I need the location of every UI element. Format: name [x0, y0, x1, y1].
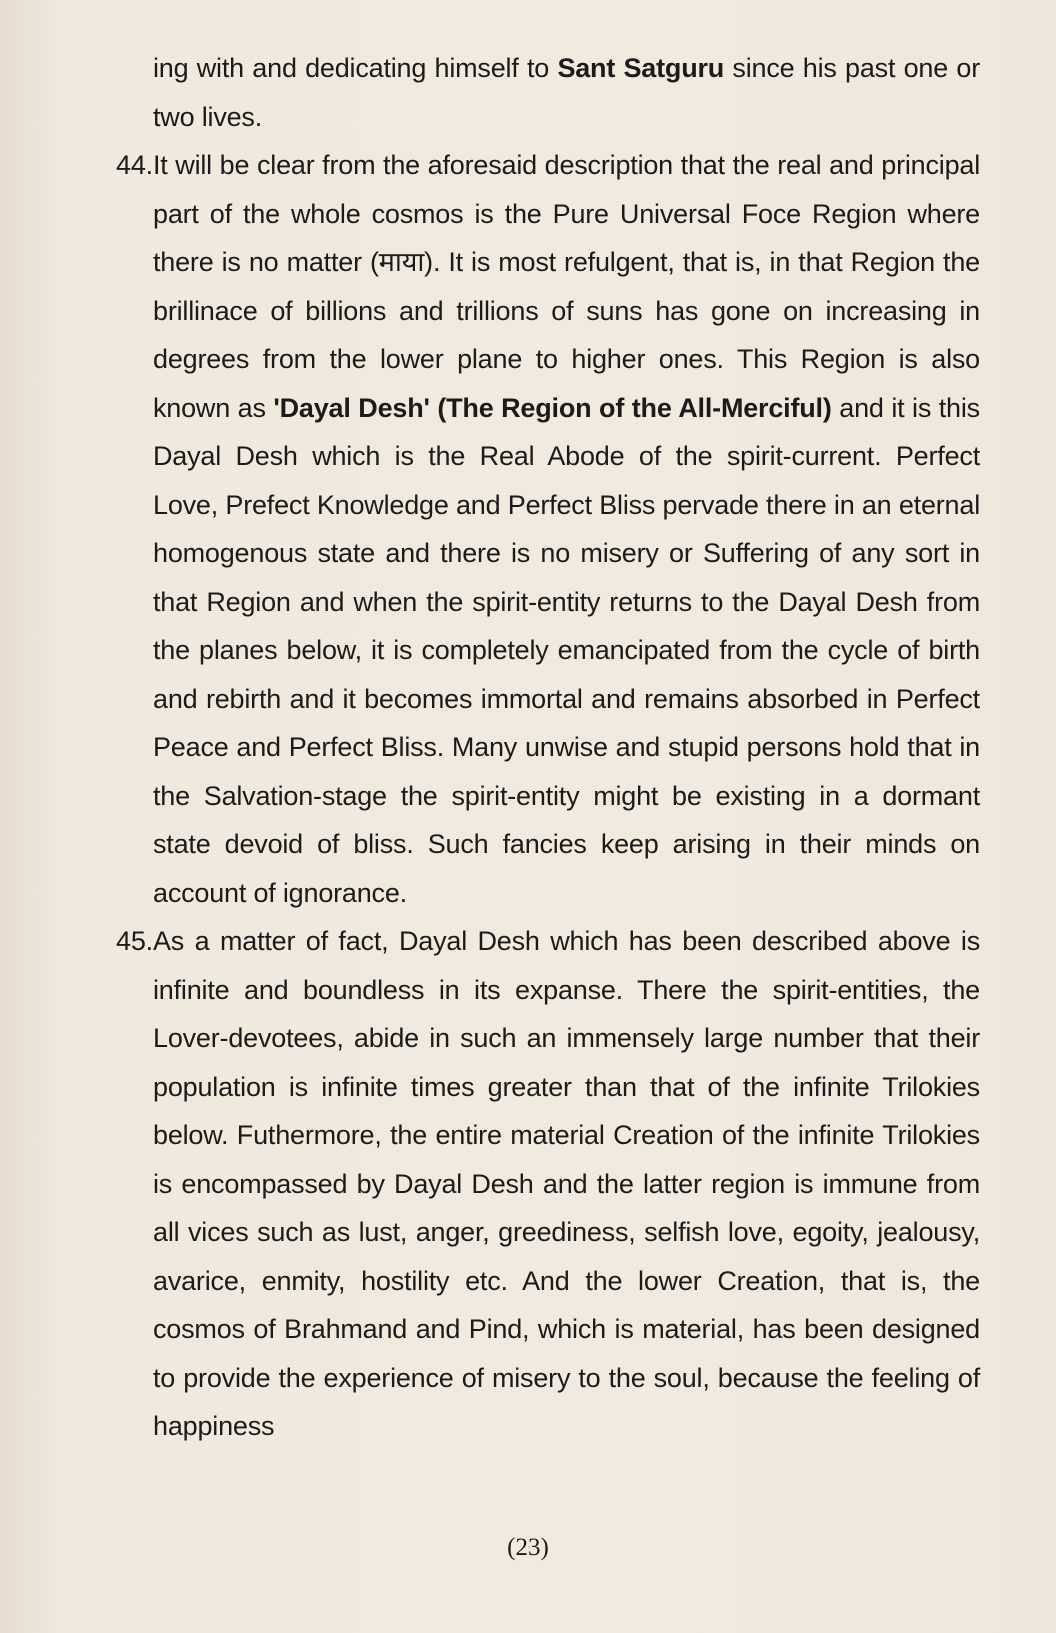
- continuation-text-end: since his past one or two lives.: [153, 53, 980, 132]
- page-number: (23): [507, 1534, 549, 1561]
- continuation-paragraph: [118, 44, 980, 141]
- page-body: [118, 44, 980, 1451]
- paragraph-45-text: As a matter of fact, Dayal Desh which has been described above is infinite and boundless in its expanse. There the spirit-entities, the Lover-devotees, abide in such an immensely large number that their population is infinite times greater than that of the infinite Trilokies below. Futhermore, the entire material Creation of the infinite Trilokies is encompassed by Dayal Desh and the latter region is immune from all vices such as lust, anger, greediness, selfish love, egoity, jealousy, avarice, enmity, hostility etc. And the lower Creation, that is, the cosmos of Brahmand and Pind, which is material, has been designed to provide the experience of misery to the soul, because the feeling of happiness: [153, 926, 980, 1441]
- paragraph-44-text-start: It will be clear from the aforesaid description that the real and principal part of the whole cosmos is the Pure Universal Foce Region where there is no matter (माया). It is most refulgent, that is, in that Region the brillinace of billions and trillions of suns has gone on increasing in degrees from the lower plane to higher ones. This Region is also known as: [153, 150, 980, 423]
- paragraph-44-number: 44.: [116, 150, 153, 180]
- continuation-bold-text: Sant Satguru: [557, 53, 725, 83]
- paragraph-45: [118, 917, 980, 1451]
- paragraph-44: [118, 141, 980, 917]
- paragraph-44-bold-text: 'Dayal Desh' (The Region of the All-Merciful): [273, 392, 832, 423]
- paragraph-44-text-end: and it is this Dayal Desh which is the Real Abode of the spirit-current. Perfect Love, Prefect Knowledge and Perfect Bliss pervade there in an eternal homogenous state and there is no misery or Suffering of any sort in that Region and when the spirit-entity returns to the Dayal Desh from the planes below, it is completely emancipated from the cycle of birth and rebirth and it becomes immortal and remains absorbed in Perfect Peace and Perfect Bliss. Many unwise and stupid persons hold that in the Salvation-stage the spirit-entity might be existing in a dormant state devoid of bliss. Such fancies keep arising in their minds on account of ignorance.: [153, 392, 980, 908]
- continuation-text-start: ing with and dedicating himself to: [153, 53, 558, 83]
- paragraph-45-number: 45.: [116, 926, 153, 956]
